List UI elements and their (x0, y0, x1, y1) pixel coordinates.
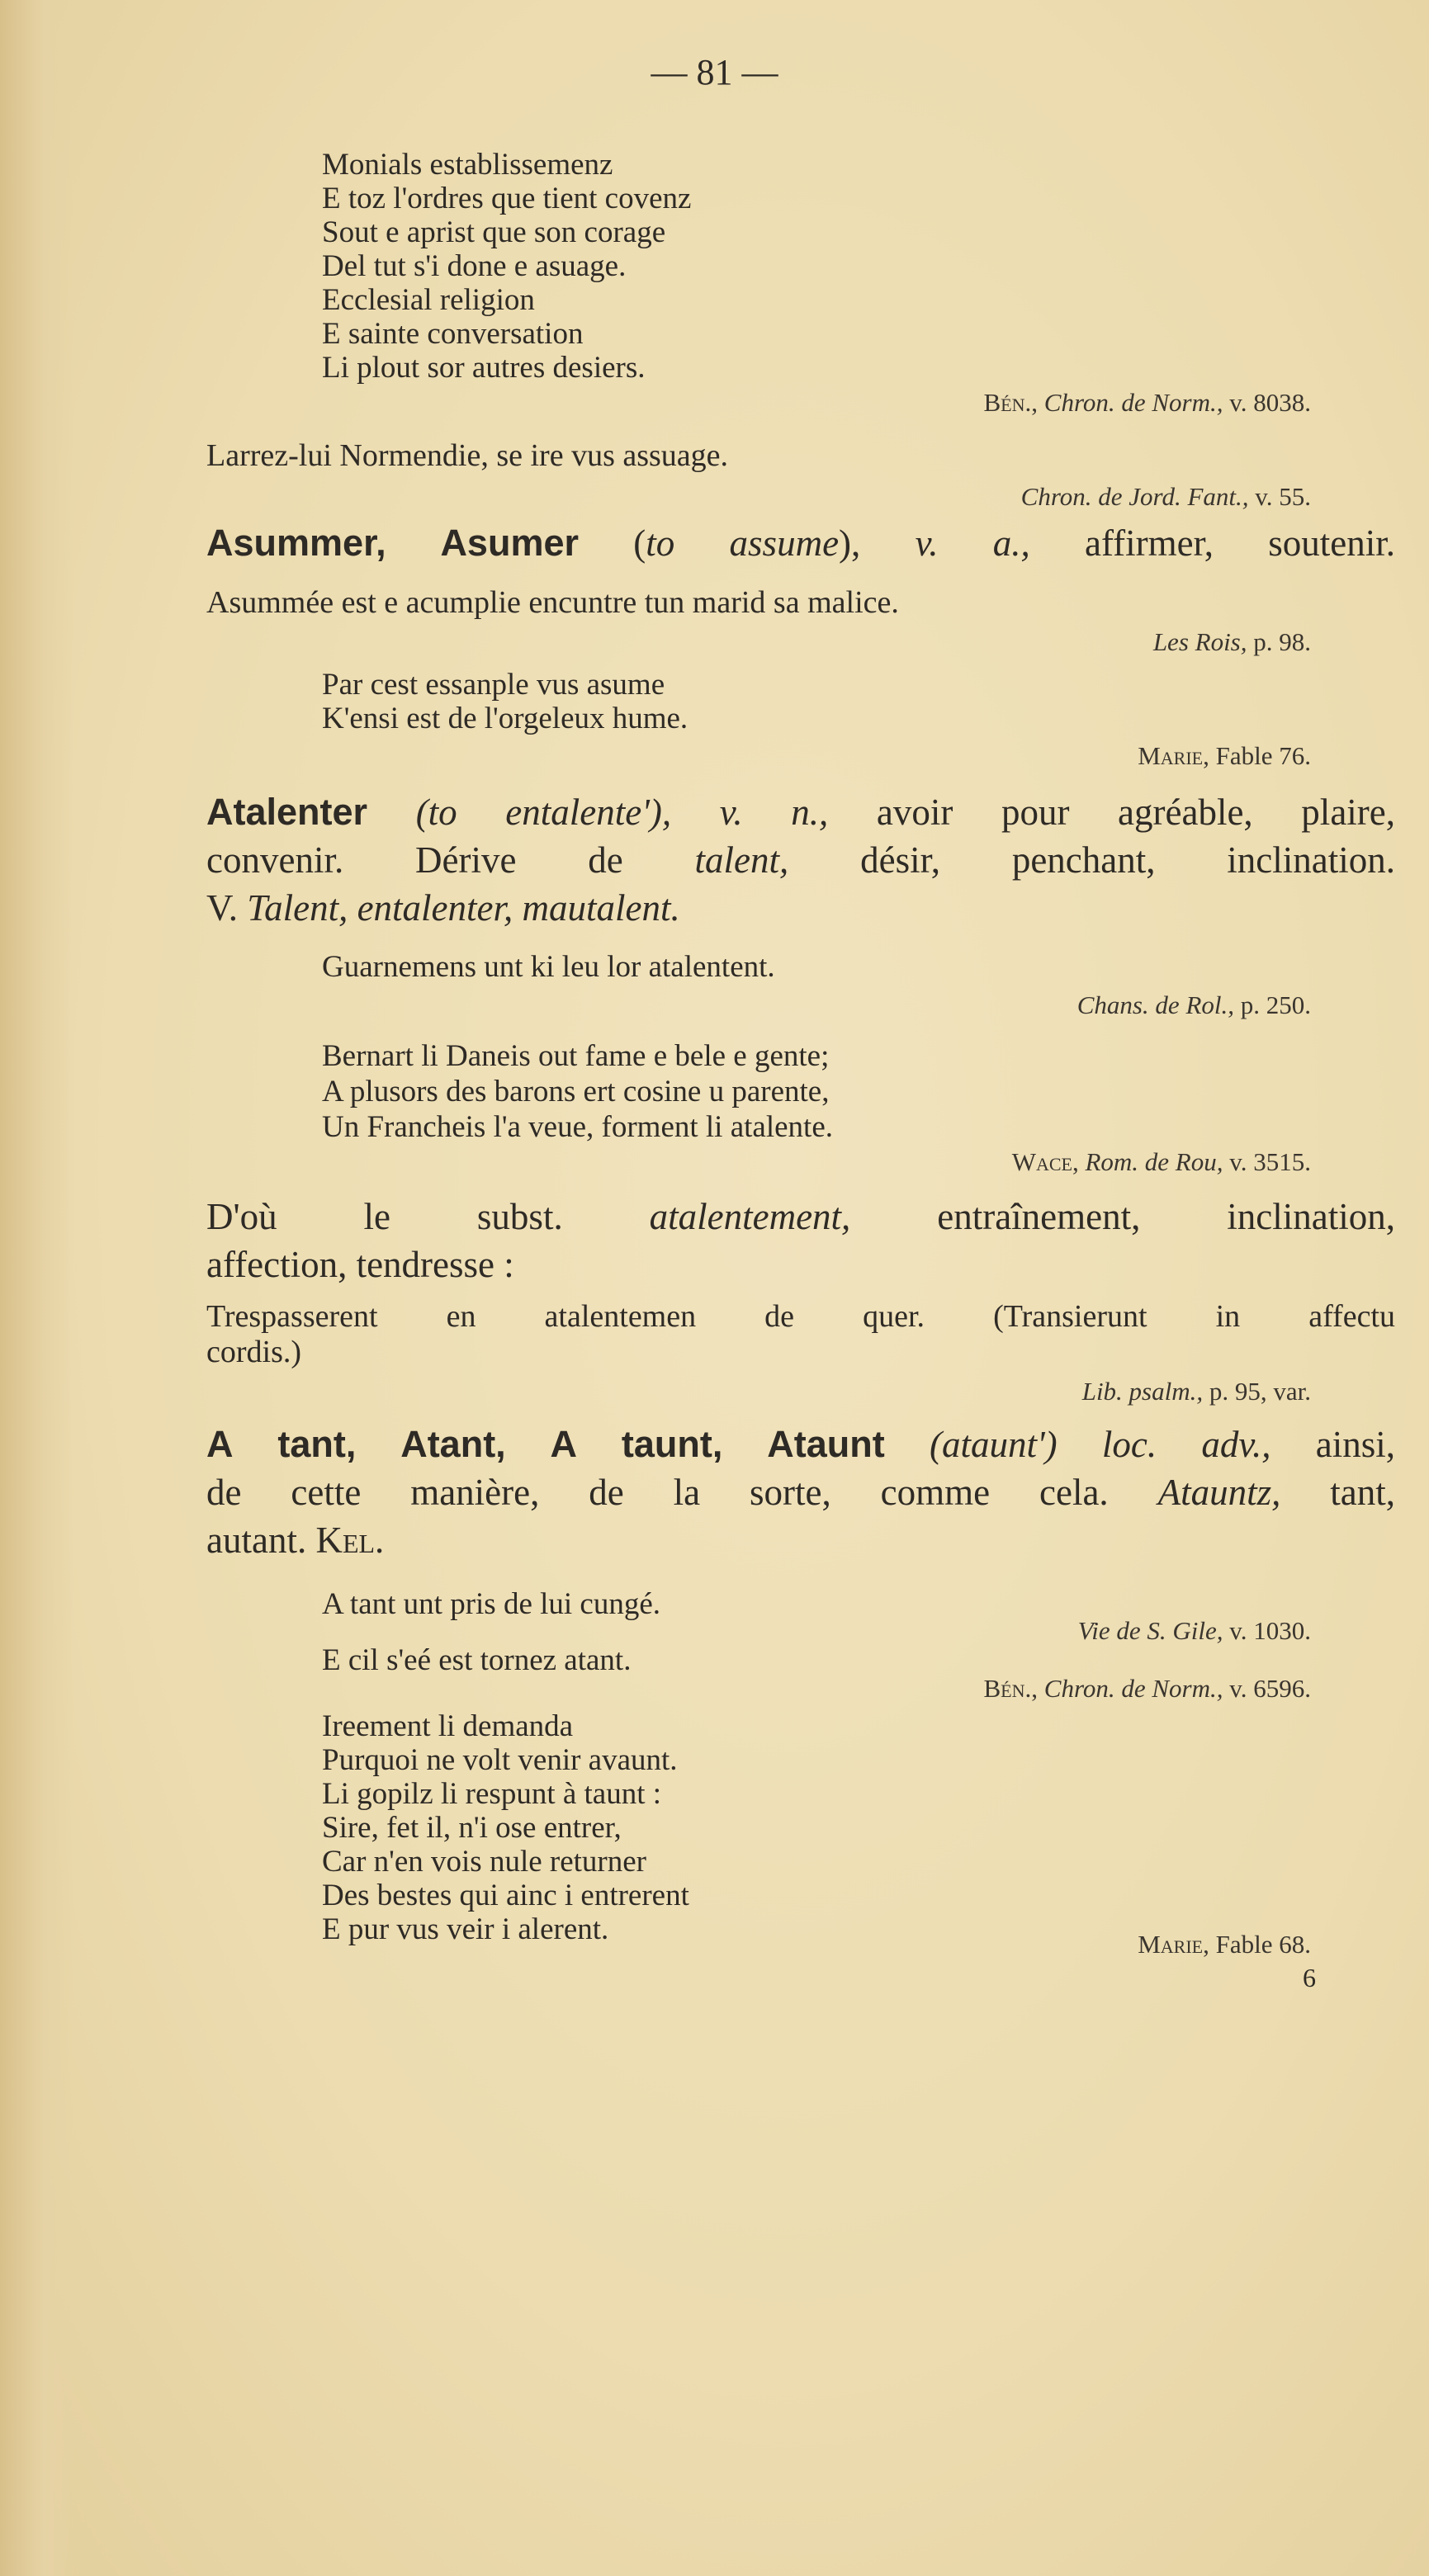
etymology: to assume (646, 522, 840, 564)
citation (1138, 1930, 1311, 1959)
verse-line: A tant unt pris de lui cungé. (322, 1587, 661, 1621)
cite-ref: p. 250. (1240, 990, 1311, 1019)
cite-work: Chans. de Rol., (1076, 990, 1234, 1019)
part-of-speech: v. n., (719, 792, 829, 833)
citation (984, 1674, 1312, 1704)
quote-line: Larrez-lui Normendie, se ire vus assuage. (206, 438, 729, 473)
cite-work: Les Rois, (1152, 627, 1247, 656)
citation (1012, 1147, 1311, 1177)
cite-ref: p. 98. (1253, 627, 1311, 656)
text: D'où le subst. (206, 1196, 563, 1237)
verse-line: Par cest essanple vus asume (322, 668, 665, 702)
quote-line: Asummée est e acumplie encuntre tun marid sa malice. (206, 585, 899, 620)
verse-line: Un Francheis l'a veue, forment li atalente. (322, 1110, 833, 1144)
verse-line: Purquoi ne volt venir avaunt. (322, 1743, 678, 1777)
text: convenir. Dérive de (206, 839, 623, 881)
text: autant. (206, 1520, 307, 1561)
citation (1153, 627, 1311, 657)
part-of-speech: loc. adv., (1101, 1424, 1271, 1465)
cite-work: Chron. de Norm., (1043, 388, 1223, 417)
verse-line: Ireement li demanda (322, 1709, 574, 1743)
etymology: (ataunt') (929, 1424, 1058, 1465)
text: Atauntz, (1157, 1472, 1281, 1513)
verse-line: Li plout sor autres desiers. (322, 351, 646, 385)
definition: affirmer, soutenir. (1084, 522, 1396, 564)
headword: Atalenter (206, 791, 368, 833)
citation (984, 388, 1312, 418)
cross-reference: Talent, entalenter, mautalent. (247, 887, 680, 929)
cite-work: Lib. psalm., (1081, 1377, 1204, 1406)
quote-line: Trespasserent en atalentemen de quer. (Transierunt in affectu (206, 1299, 1395, 1334)
quote-line: cordis.) (206, 1335, 302, 1369)
text: talent, (694, 839, 789, 881)
citation (1021, 482, 1311, 512)
citation (1082, 1377, 1311, 1406)
verse-line: Car n'en vois nule returner (322, 1845, 646, 1879)
text: atalentement, (649, 1196, 851, 1237)
page-edge-shadow (0, 0, 74, 2576)
verse-line: Des bestes qui ainc i entrerent (322, 1879, 689, 1912)
text: de cette manière, de la sorte, comme cela. (206, 1472, 1109, 1513)
verse-line: K'ensi est de l'orgeleux hume. (322, 702, 688, 735)
cite-author: Marie, (1138, 741, 1209, 770)
entry-line: affection, tendresse : (206, 1244, 514, 1285)
text: désir, penchant, inclination. (860, 839, 1396, 881)
headword: Asummer, Asumer (206, 522, 580, 564)
verse-line: Ecclesial religion (322, 283, 535, 317)
verse-line: Sout e aprist que son corage (322, 215, 666, 249)
cite-author: Marie, (1138, 1930, 1209, 1959)
verse-line: E sainte conversation (322, 317, 584, 351)
citation (1138, 741, 1311, 771)
definition: avoir pour agréable, plaire, (876, 792, 1395, 833)
verse-line: E toz l'ordres que tient covenz (322, 182, 692, 215)
entry-line (206, 1519, 1395, 1562)
citation (1077, 990, 1311, 1020)
verse-line: Monials establissemenz (322, 148, 613, 182)
cite-ref: v. 8038. (1229, 388, 1311, 417)
cite-author: Wace, (1011, 1147, 1079, 1176)
citation (1078, 1616, 1311, 1646)
cite-work: Chron. de Jord. Fant., (1020, 482, 1249, 511)
part-of-speech: v. a., (915, 522, 1030, 564)
cite-author: Bén., (983, 388, 1039, 417)
cite-author: Bén., (983, 1674, 1039, 1703)
text: tant, (1330, 1472, 1395, 1513)
etymology: (to entalente'), (415, 792, 672, 833)
cite-work: Vie de S. Gile, (1077, 1616, 1223, 1645)
paren: ), (839, 522, 861, 564)
definition: ainsi, (1315, 1424, 1396, 1465)
verse-line: Bernart li Daneis out fame e bele e gente; (322, 1039, 830, 1073)
verse-line: E pur vus veir i alerent. (322, 1912, 609, 1946)
entry-line (206, 839, 1395, 882)
paren: ( (633, 522, 646, 564)
verse-line: E cil s'eé est tornez atant. (322, 1643, 632, 1677)
cite-work: Rom. de Rou, (1085, 1147, 1223, 1176)
cite-ref: v. 3515. (1229, 1147, 1311, 1176)
text: V. (206, 887, 238, 929)
entry-line (206, 1423, 1395, 1466)
cite-ref: p. 95, var. (1209, 1377, 1311, 1406)
source-abbrev: Kel. (315, 1520, 385, 1561)
entry-line (206, 1471, 1395, 1514)
signature-mark: 6 (1303, 1963, 1316, 1992)
cite-ref: Fable 76. (1215, 741, 1311, 770)
verse-line: Li gopilz li respunt à taunt : (322, 1777, 662, 1811)
entry-line (206, 791, 1395, 834)
page-number: — 81 — (651, 52, 778, 92)
headword: A tant, Atant, A taunt, Ataunt (206, 1423, 885, 1465)
cite-ref: v. 6596. (1229, 1674, 1311, 1703)
cite-ref: Fable 68. (1215, 1930, 1311, 1959)
verse-line: Guarnemens unt ki leu lor atalentent. (322, 950, 775, 984)
cite-ref: v. 55. (1255, 482, 1311, 511)
verse-line: A plusors des barons ert cosine u parente, (322, 1075, 830, 1108)
entry-line (206, 886, 1395, 929)
verse-line: Sire, fet il, n'i ose entrer, (322, 1811, 622, 1845)
cite-ref: v. 1030. (1229, 1616, 1311, 1645)
entry-line (206, 1195, 1395, 1238)
verse-line: Del tut s'i done e asuage. (322, 249, 627, 283)
cite-work: Chron. de Norm., (1043, 1674, 1223, 1703)
text: entraînement, inclination, (937, 1196, 1395, 1237)
entry-asummer (206, 522, 1395, 565)
